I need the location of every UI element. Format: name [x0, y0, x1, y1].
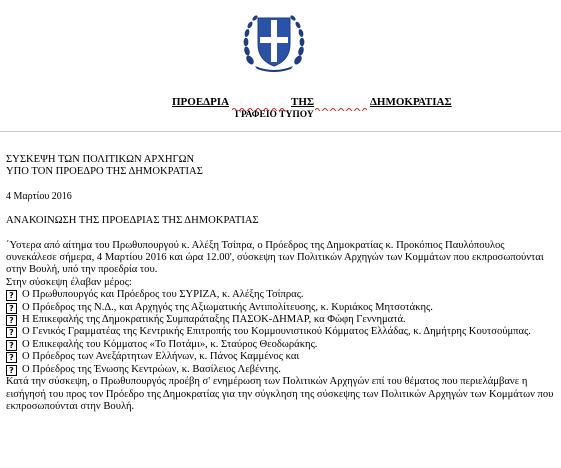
- office-title-word-2: ΤΗΣ: [291, 96, 315, 108]
- announcement-title: ΑΝΑΚΟΙΝΩΣΗ ΤΗΣ ΠΡΟΕΔΡΙΑΣ ΤΗΣ ΔΗΜΟΚΡΑΤΙΑΣ: [6, 215, 259, 227]
- closing-paragraph: Κατά την σύσκεψη, ο Πρωθυπουργός προέβη σ' ενημέρωση των Πολιτικών Αρχηγών επί του θέματος που περιελάμβανε η εισήγησή του προς τον Πρόεδρο της Δημοκρατίας για την σύγκληση της σύσκεψης των Πολιτικών Αρχηγών των Κομμάτων που εκπροσωπούνται στην Βουλή.: [6, 376, 554, 412]
- participants-intro: Στην σύσκεψη έλαβαν μέρος:: [6, 276, 132, 288]
- document-body: [6, 154, 556, 413]
- missing-glyph-icon: ?: [6, 352, 17, 363]
- missing-glyph-icon: ?: [6, 290, 17, 301]
- list-item: [6, 289, 556, 301]
- spellcheck-underline: [315, 107, 367, 111]
- list-item-text: Ο Γενικός Γραμματέας της Κεντρικής Επιτροπής του Κομμουνιστικού Κόμματος Ελλάδας, κ. Δημήτρης Κουτσούμπας.: [22, 326, 531, 338]
- divider: [0, 131, 561, 132]
- missing-glyph-icon: ?: [6, 340, 17, 351]
- office-title-word-3: ΔΗΜΟΚΡΑΤΙΑΣ: [370, 96, 452, 108]
- missing-glyph-icon: ?: [6, 315, 17, 326]
- list-item-text: Ο Πρωθυπουργός και Πρόεδρος του ΣΥΡΙΖΑ, κ. Αλέξης Τσίπρας.: [22, 289, 304, 301]
- list-item: [6, 351, 556, 363]
- missing-glyph-icon: ?: [6, 327, 17, 338]
- list-item: [6, 364, 556, 376]
- list-item: [6, 339, 556, 351]
- list-item-text: Η Επικεφαλής της Δημοκρατικής Συμπαράταξης ΠΑΣΟΚ-ΔΗΜΑΡ, κα Φώφη Γεννηματά.: [22, 314, 406, 326]
- list-item-text: Ο Επικεφαλής του Κόμματος «Το Ποτάμι», κ. Σταύρος Θεοδωράκης.: [22, 338, 318, 350]
- intro-paragraph: ΄Υστερα από αίτημα του Πρωθυπουργού κ. Αλέξη Τσίπρα, ο Πρόεδρος της Δημοκρατίας κ. Προκόπιος Παυλόπουλος συνεκάλεσε σήμερα, 4 Μαρτίου 2016 και ώρα 12.00', σύσκεψη των Πολιτικών Αρχηγών των Κομμάτων που εκπροσωπούνται στην Βουλή, υπό την προεδρία του.: [6, 239, 544, 276]
- document-date: 4 Μαρτίου 2016: [6, 190, 72, 202]
- list-item-text: Ο Πρόεδρος της Ν.Δ., και Αρχηγός της Αξιωματικής Αντιπολίτευσης, κ. Κυριάκος Μητσοτάκης.: [22, 301, 433, 313]
- missing-glyph-icon: ?: [6, 303, 17, 314]
- list-item: [6, 314, 556, 326]
- office-title-word-1: ΠΡΟΕΔΡΙΑ: [172, 96, 230, 108]
- missing-glyph-icon: ?: [6, 365, 17, 376]
- list-item: [6, 326, 556, 338]
- list-item: [6, 302, 556, 314]
- heading-line-1: ΣΥΣΚΕΨΗ ΤΩΝ ΠΟΛΙΤΙΚΩΝ ΑΡΧΗΓΩΝ: [6, 154, 195, 165]
- heading-line-2: ΥΠΟ ΤΟΝ ΠΡΟΕΔΡΟ ΤΗΣ ΔΗΜΟΚΡΑΤΙΑΣ: [6, 166, 203, 178]
- press-office-label: ΓΡΑΦΕΙΟ ΤΥΠΟΥ: [235, 110, 314, 120]
- list-item-text: Ο Πρόεδρος των Ανεξάρτητων Ελλήνων, κ. Πάνος Καμμένος και: [22, 351, 300, 363]
- greek-coat-of-arms-icon: [241, 8, 307, 74]
- list-item-text: Ο Πρόεδρος της Ένωσης Κεντρώων, κ. Βασίλειος Λεβέντης.: [22, 363, 281, 375]
